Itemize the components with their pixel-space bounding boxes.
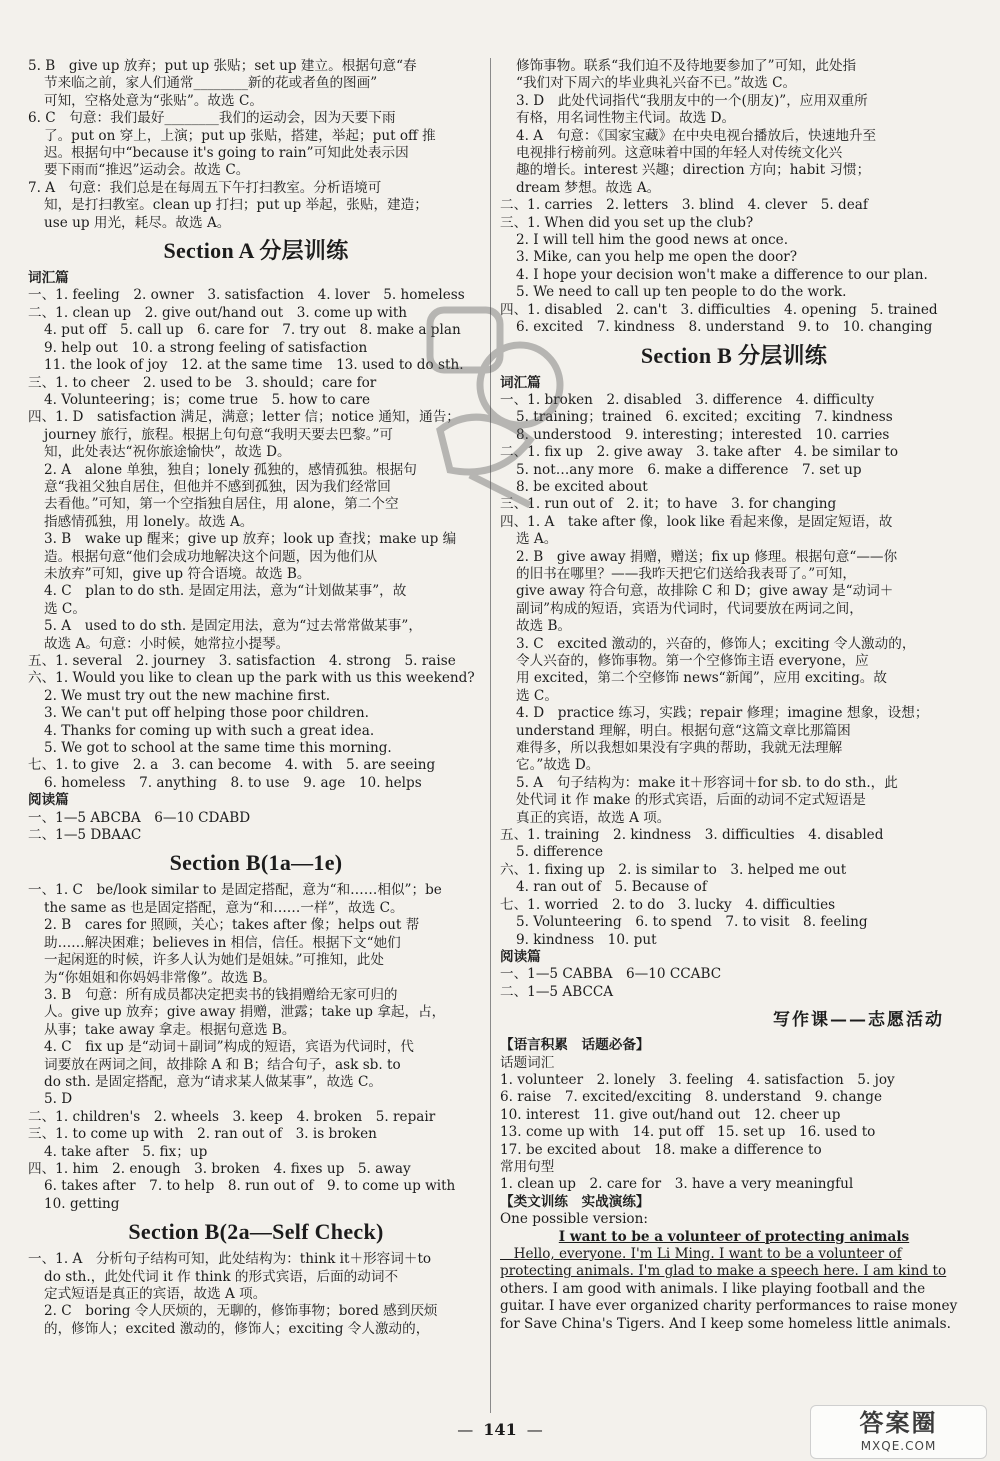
text-line: 词要放在两词之间，故排除 A 和 B；结合句子，ask sb. to — [44, 1056, 401, 1073]
text-line: 要下雨而“推迟”运动会。故选 C。 — [44, 162, 250, 179]
text-line: 修饰事物。联系“我们迫不及待地要参加了”可知，此处指 — [516, 58, 857, 74]
text-line: 4. Thanks for coming up with such a great idea. — [44, 722, 375, 739]
text-line: 用 excited，第二个空修饰 news“新闻”，应用 exciting。故 — [516, 670, 887, 687]
section-heading: Section B 分层训练 — [640, 342, 828, 368]
text-line: 知，是打扫教室。clean up 打扫；put up 举起，张贴，建造； — [44, 197, 428, 214]
text-line: 趣的增长。interest 兴趣；direction 方向；habit 习惯； — [516, 162, 871, 179]
text-line: do sth.，此处代词 it 作 think 的形式宾语，后面的动词不 — [44, 1268, 399, 1285]
text-line: 故选 A。句意：小时候，她常拉小提琴。 — [44, 635, 290, 652]
text-line: 副词”构成的短语，宾语为代词时，代词要放在两词之间， — [516, 600, 863, 617]
text-line: 5. D — [44, 1091, 73, 1108]
text-line: 2. B give away 捐赠，赠送；fix up 修理。根据句意“——你 — [516, 548, 898, 565]
text-line: 3. B 句意：所有成员都决定把卖书的钱捐赠给无家可归的 — [44, 986, 398, 1003]
text-line: 4. put off 5. call up 6. care for 7. try out 8. make a plan — [44, 322, 461, 339]
text-line: others. I am good with animals. I like playing football and the — [500, 1280, 926, 1297]
text-line: the same as 也是固定搭配，意为“和……一样”，故选 C。 — [44, 899, 404, 916]
text-line: 8. understood 9. interesting；interested 10. carries — [516, 426, 890, 443]
text-line: 令人兴奋的，修饰事物。第一个空修饰主语 everyone，应 — [516, 653, 869, 669]
text-line: 3. C excited 激动的，兴奋的，修饰人；exciting 令人激动的， — [516, 635, 916, 652]
text-line: 阅读篇 — [500, 948, 541, 965]
text-line: 七、1. worried 2. to do 3. lucky 4. difficulties — [500, 896, 836, 913]
text-line: 5. not…any more 6. make a difference 7. set up — [516, 461, 862, 478]
text-line: One possible version: — [500, 1211, 648, 1228]
text-line: 迟。根据句中“because it's going to rain”可知此处表示因 — [44, 145, 409, 162]
text-line: 一、1—5 ABCBA 6—10 CDABD — [28, 809, 251, 826]
text-line: 一起闲逛的时候，许多人认为她们是姐妹。”可推知，此处 — [44, 952, 384, 969]
text-line: 造。根据句意“他们会成功地解决这个问题，因为他们从 — [44, 548, 378, 565]
text-line: 阅读篇 — [28, 792, 69, 809]
text-line: 二、1—5 ABCCA — [500, 983, 614, 1000]
text-line: 意“我祖父独自居住，但他并不感到孤独，因为我们经常回 — [44, 478, 391, 495]
text-line: 5. We got to school at the same time this morning. — [44, 740, 392, 757]
text-line: 2. We must try out the new machine first. — [44, 687, 331, 704]
text-line: 9. kindness 10. put — [516, 931, 657, 948]
text-line: 三、1. to cheer 2. used to be 3. should；care for — [28, 374, 377, 391]
text-line: 13. come up with 14. put off 15. set up 16. used to — [500, 1124, 876, 1141]
text-line: 2. I will tell him the good news at once. — [516, 232, 789, 249]
text-line: 4. D practice 练习，实践；repair 修理；imagine 想象，设想； — [516, 705, 929, 722]
text-line: 选 A。 — [516, 531, 558, 548]
text-line: guitar. I have ever organized charity performances to raise money — [500, 1298, 958, 1315]
text-line: 它。”故选 D。 — [516, 757, 600, 774]
text-line: 四、1. him 2. enough 3. broken 4. fixes up 5. away — [28, 1160, 411, 1177]
watermark-url: MXQE.COM — [860, 1439, 937, 1453]
text-line: 节来临之前，家人们通常________新的花或者鱼的图画” — [44, 75, 378, 92]
text-line: 六、1. fixing up 2. is similar to 3. helped me out — [500, 861, 847, 878]
section-heading: 写作课——志愿活动 — [773, 1010, 944, 1031]
text-line: 可知，空格处意为“张贴”。故选 C。 — [44, 92, 263, 109]
text-line: 一、1. feeling 2. owner 3. satisfaction 4. lover 5. homeless — [28, 287, 465, 304]
text-line: 【类文训练 实战演练】 — [500, 1193, 650, 1210]
text-line: 7. A 句意：我们总是在每周五下午打扫教室。分析语境可 — [28, 179, 382, 196]
text-line: 常用句型 — [500, 1158, 555, 1175]
text-line: journey 旅行，旅程。根据上句句意“我明天要去巴黎。”可 — [44, 426, 394, 443]
text-line: I want to be a volunteer of protecting animals — [558, 1228, 910, 1245]
text-line: 为“你姐姐和你妈妈非常像”。故选 B。 — [44, 969, 277, 986]
text-line: 2. B cares for 照顾，关心；takes after 像；helps out 帮 — [44, 917, 420, 934]
text-line: 3. D 此处代词指代“我朋友中的一个(朋友)”，应用双重所 — [516, 92, 868, 109]
text-line: 三、1. run out of 2. it；to have 3. for changing — [500, 496, 837, 513]
text-line: 词汇篇 — [28, 270, 69, 287]
text-line: protecting animals. I'm glad to make a speech here. I am kind to — [500, 1263, 947, 1280]
text-line: 四、1. disabled 2. can't 3. difficulties 4. opening 5. trained — [500, 301, 938, 318]
text-line: 6. takes after 7. to help 8. run out of 9. to come up with — [44, 1178, 456, 1195]
text-line: 三、1. When did you set up the club? — [500, 214, 754, 231]
text-line: 4. ran out of 5. Because of — [516, 879, 707, 896]
text-line: 1. volunteer 2. lonely 3. feeling 4. satisfaction 5. joy — [500, 1071, 895, 1088]
text-line: 2. A alone 单独，独自；lonely 孤独的，感情孤独。根据句 — [44, 461, 417, 478]
text-line: 一、1—5 CABBA 6—10 CCABC — [500, 966, 722, 983]
text-line: 8. be excited about — [516, 478, 648, 495]
text-line: 人。give up 放弃；give away 捐赠，泄露；take up 拿起，占， — [44, 1004, 446, 1021]
site-watermark — [810, 1405, 987, 1459]
section-heading: Section B(1a—1e) — [169, 850, 343, 876]
text-line: 5. A used to do sth. 是固定用法，意为“过去常常做某事”， — [44, 618, 422, 635]
text-line: Hello, everyone. I'm Li Ming. I want to be a volunteer of — [500, 1246, 902, 1262]
section-heading: Section B(2a—Self Check) — [128, 1219, 384, 1245]
text-line: 11. the look of joy 12. at the same time 13. used to do sth. — [44, 357, 464, 374]
text-line: 二、1. fix up 2. give away 3. take after 4. be similar to — [500, 444, 899, 461]
section-heading: Section A 分层训练 — [163, 238, 349, 264]
text-line: 知，此处表达“祝你旅途愉快”，故选 D。 — [44, 444, 291, 461]
text-line: 六、1. Would you like to clean up the park with us this weekend? — [28, 670, 475, 687]
text-line: 6. raise 7. excited/exciting 8. understand 9. change — [500, 1089, 883, 1106]
text-line: 从事；take away 拿走。根据句意选 B。 — [44, 1021, 296, 1038]
left-column — [28, 58, 484, 1338]
text-line: 4. take after 5. fix；up — [44, 1143, 208, 1160]
text-line: 有格，用名词性物主代词。故选 D。 — [516, 110, 736, 127]
text-line: 4. C plan to do sth. 是固定用法，意为“计划做某事”，故 — [44, 583, 407, 600]
text-line: 故选 B。 — [516, 618, 572, 635]
text-line: 助……解决困难；believes in 相信，信任。根据下文“她们 — [44, 934, 401, 951]
text-line: 的旧书在哪里？——我昨天把它们送给我表哥了。”可知， — [516, 565, 856, 582]
text-line: use up 用光，耗尽。故选 A。 — [44, 214, 231, 231]
text-line: 4. C fix up 是“动词＋副词”构成的短语，宾语为代词时，代 — [44, 1039, 414, 1056]
text-line: 四、1. A take after 像，look like 看起来像，是固定短语，故 — [500, 513, 893, 530]
text-line: 一、1. A 分析句子结构可知，此处结构为：think it＋形容词＋to — [28, 1251, 432, 1268]
text-line: 未放弃”可知，give up 符合语境。故选 B。 — [44, 565, 311, 582]
text-line: 指感情孤独，用 lonely。故选 A。 — [44, 513, 254, 530]
text-line: understand 理解，明白。根据句意“这篇文章比那篇困 — [516, 722, 851, 739]
text-line: 一、1. broken 2. disabled 3. difference 4. difficulty — [500, 391, 875, 408]
text-line: 选 C。 — [44, 600, 86, 617]
text-line: 二、1. clean up 2. give out/hand out 3. come up with — [28, 304, 408, 321]
text-line: 二、1. carries 2. letters 3. blind 4. clever 5. deaf — [500, 197, 868, 214]
text-line: 3. B wake up 醒来；give up 放弃；look up 查找；make up 编 — [44, 531, 457, 548]
text-line: 9. help out 10. a strong feeling of satisfaction — [44, 339, 368, 356]
text-line: 五、1. training 2. kindness 3. difficulties 4. disabled — [500, 827, 884, 844]
text-line: 4. I hope your decision won't make a difference to our plan. — [516, 266, 928, 283]
text-line: 四、1. D satisfaction 满足，满意；letter 信；notice 通知，通告； — [28, 409, 460, 426]
watermark-logo: 答案圈 — [859, 1409, 938, 1437]
text-line: 了。put on 穿上，上演；put up 张贴，搭建，举起；put off 推 — [44, 127, 436, 144]
text-line: 的，修饰人；excited 激动的，修饰人；exciting 令人激动的， — [44, 1320, 430, 1337]
text-line: 2. C boring 令人厌烦的，无聊的，修饰事物；bored 感到厌烦 — [44, 1303, 438, 1320]
text-line: 10. interest 11. give out/hand out 12. cheer up — [500, 1106, 841, 1123]
text-line: 选 C。 — [516, 687, 558, 704]
text-line: 话题词汇 — [500, 1054, 555, 1071]
text-line: 去看他。”可知，第一个空指独自居住，用 alone，第二个空 — [44, 496, 399, 513]
text-line: 电视排行榜前列。这意味着中国的年轻人对传统文化兴 — [516, 145, 843, 162]
text-line: 二、1. children's 2. wheels 3. keep 4. broken 5. repair — [28, 1108, 436, 1125]
text-line: “我们对下周六的毕业典礼兴奋不已。”故选 C。 — [516, 75, 797, 92]
text-line: 五、1. several 2. journey 3. satisfaction 4. strong 5. raise — [28, 653, 456, 669]
text-line: for Save China's Tigers. And I keep some homeless little animals. — [500, 1315, 951, 1332]
text-line: dream 梦想。故选 A。 — [516, 179, 661, 196]
text-line: 处代词 it 作 make 的形式宾语，后面的动词不定式短语是 — [516, 792, 866, 809]
text-line: 3. We can't put off helping those poor children. — [44, 705, 369, 722]
text-line: 七、1. to give 2. a 3. can become 4. with 5. are seeing — [28, 757, 436, 774]
text-line: 真正的宾语，故选 A 项。 — [516, 809, 671, 826]
text-line: 17. be excited about 18. make a difference to — [500, 1141, 822, 1158]
text-line: 6. C 句意：我们最好________我们的运动会，因为天要下雨 — [28, 110, 396, 127]
text-line: 5. B give up 放弃；put up 张贴；set up 建立。根据句意“春 — [28, 58, 417, 74]
text-line: 二、1—5 DBAAC — [28, 827, 142, 844]
text-line: 难得多，所以我想如果没有字典的帮助，我就无法理解 — [516, 740, 843, 757]
text-line: give away 符合句意，故排除 C 和 D；give away 是“动词＋ — [516, 583, 894, 600]
text-line: 定式短语是真正的宾语，故选 A 项。 — [44, 1286, 267, 1302]
text-line: 10. getting — [44, 1195, 120, 1212]
text-line: 5. A 句子结构为：make it＋形容词＋for sb. to do sth.，此 — [516, 774, 898, 791]
text-line: 3. Mike, can you help me open the door? — [516, 249, 798, 266]
text-line: 5. Volunteering 6. to spend 7. to visit 8. feeling — [516, 914, 868, 931]
column-divider — [490, 58, 491, 1413]
text-line: 三、1. to come up with 2. ran out of 3. is broken — [28, 1126, 377, 1143]
text-line: 词汇篇 — [500, 374, 541, 391]
text-line: 4. Volunteering；is；come true 5. how to care — [44, 391, 371, 408]
right-column — [500, 58, 968, 1333]
text-line: 5. training；trained 6. excited；exciting 7. kindness — [516, 409, 893, 426]
text-line: 4. A 句意：《国家宝藏》在中央电视台播放后，快速地升至 — [516, 127, 877, 144]
text-line: 一、1. C be/look similar to 是固定搭配，意为“和……相似”；be — [28, 882, 442, 899]
text-line: 【语言积累 话题必备】 — [500, 1037, 650, 1054]
text-line: do sth. 是固定搭配，意为“请求某人做某事”，故选 C。 — [44, 1073, 382, 1090]
text-line: 5. difference — [516, 844, 603, 861]
text-line: 6. excited 7. kindness 8. understand 9. to 10. changing — [516, 319, 933, 336]
page-number: — 141 — — [0, 1420, 1000, 1439]
text-line: 5. We need to call up ten people to do the work. — [516, 284, 847, 301]
text-line: 6. homeless 7. anything 8. to use 9. age 10. helps — [44, 774, 422, 791]
text-line: 1. clean up 2. care for 3. have a very meaningful — [500, 1176, 854, 1193]
